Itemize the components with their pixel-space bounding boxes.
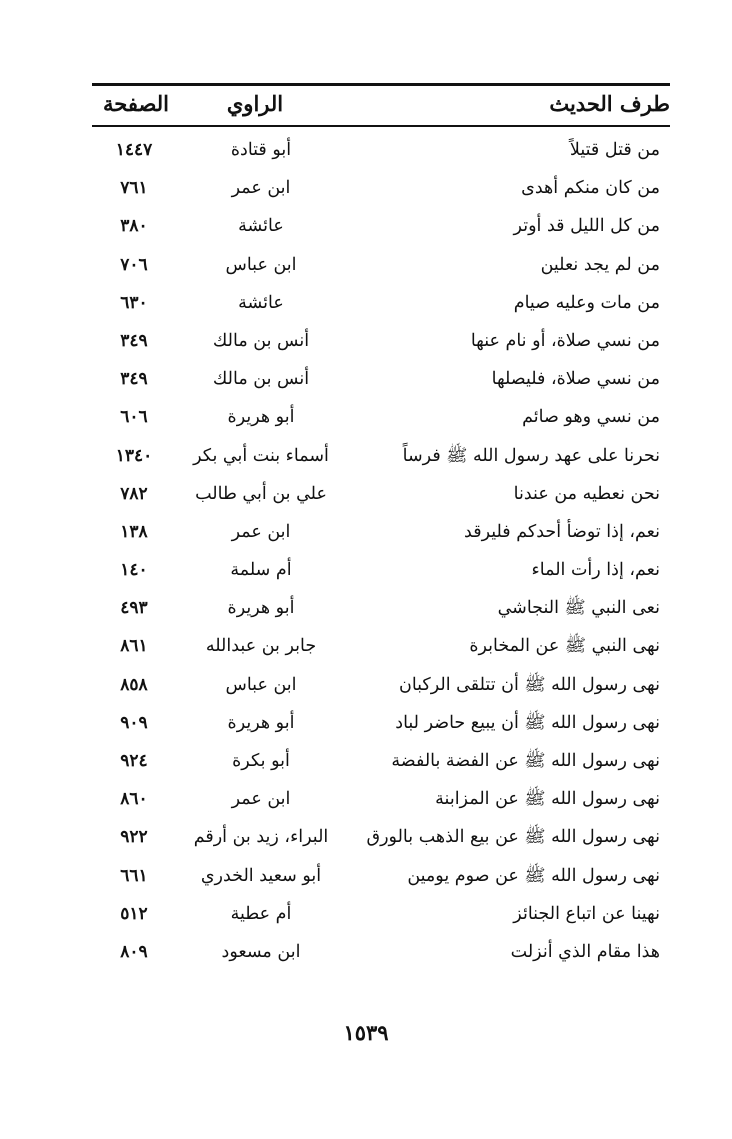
hadith-cell: من كان منكم أهدى	[521, 178, 660, 199]
page-cell: ١٤٠	[120, 560, 148, 581]
page-cell: ٣٨٠	[120, 216, 148, 237]
hadith-cell: من نسي صلاة، أو نام عنها	[470, 330, 660, 351]
hadith-cell: من قتل قتيلاً	[569, 140, 660, 160]
page-cell: ٨٦١	[120, 636, 148, 657]
header-narrator: الراوي	[226, 91, 284, 116]
table-row	[92, 246, 670, 284]
hadith-cell: من مات وعليه صيام	[513, 292, 660, 313]
hadith-cell: نهى رسول الله ﷺ عن الفضة بالفضة	[391, 751, 660, 771]
page-cell: ٧٠٦	[120, 254, 148, 275]
narrator-cell: عائشة	[238, 216, 284, 237]
table-row	[92, 704, 670, 742]
header-page: الصفحة	[103, 91, 169, 116]
page-cell: ٨٦٠	[120, 789, 148, 810]
page-cell: ١٣٨	[120, 521, 148, 542]
table-row	[92, 666, 670, 704]
table-row	[92, 169, 670, 207]
page-cell: ١٤٤٧	[115, 140, 153, 160]
hadith-cell: نحن نعطيه من عندنا	[513, 483, 660, 504]
narrator-cell: أبو هريرة	[227, 598, 295, 619]
hadith-cell: نحرنا على عهد رسول الله ﷺ فرساً	[402, 445, 660, 466]
table-row	[92, 857, 670, 895]
hadith-cell: نهى رسول الله ﷺ أن يبيع حاضر لباد	[395, 712, 660, 733]
page-cell: ٩٠٩	[120, 712, 148, 733]
narrator-cell: ابن عباس	[225, 674, 297, 695]
hadith-cell: هذا مقام الذي أنزلت	[510, 941, 660, 962]
hadith-cell: من نسي وهو صائم	[522, 407, 660, 428]
table-row	[92, 627, 670, 665]
narrator-cell: أسماء بنت أبي بكر	[193, 445, 329, 466]
table-top-rule	[92, 83, 670, 86]
table-row	[92, 513, 670, 551]
page-cell: ٧٦١	[120, 178, 148, 199]
narrator-cell: أبو هريرة	[227, 712, 295, 733]
hadith-cell: نعم، إذا توضأ أحدكم فليرقد	[464, 521, 660, 542]
hadith-cell: من لم يجد نعلين	[540, 254, 660, 275]
narrator-cell: أبو سعيد الخدري	[200, 865, 322, 886]
page-cell: ٤٩٣	[120, 598, 148, 619]
narrator-cell: ابن مسعود	[221, 941, 301, 962]
narrator-cell: أم سلمة	[230, 560, 292, 581]
page-cell: ٩٢٤	[120, 751, 148, 771]
narrator-cell: أبو بكرة	[232, 751, 290, 771]
header-bottom-rule	[92, 125, 670, 127]
table-row	[92, 475, 670, 513]
table-row	[92, 551, 670, 589]
narrator-cell: البراء، زيد بن أرقم	[193, 827, 329, 848]
index-table	[92, 131, 670, 971]
hadith-cell: نهينا عن اتباع الجنائز	[513, 903, 660, 924]
table-row	[92, 742, 670, 780]
table-row	[92, 131, 670, 169]
page-cell: ٩٢٢	[120, 827, 148, 848]
table-row	[92, 780, 670, 818]
page-cell: ٨٠٩	[120, 941, 148, 962]
table-row	[92, 818, 670, 856]
page-cell: ٧٨٢	[120, 483, 148, 504]
table-row	[92, 322, 670, 360]
header-hadith: طرف الحديث	[549, 91, 670, 116]
table-row	[92, 360, 670, 398]
narrator-cell: عائشة	[238, 292, 284, 313]
narrator-cell: أبو هريرة	[227, 407, 295, 428]
table-row	[92, 437, 670, 475]
table-row	[92, 398, 670, 436]
page-number: ١٥٣٩	[343, 1020, 389, 1045]
hadith-cell: نهى رسول الله ﷺ أن تتلقى الركبان	[398, 674, 660, 695]
narrator-cell: أنس بن مالك	[212, 369, 310, 390]
hadith-cell: من كل الليل قد أوتر	[513, 216, 660, 237]
narrator-cell: علي بن أبي طالب	[195, 483, 327, 504]
hadith-cell: نعم، إذا رأت الماء	[531, 560, 660, 581]
table-row	[92, 589, 670, 627]
table-row	[92, 207, 670, 245]
page-cell: ١٣٤٠	[115, 445, 153, 466]
page-cell: ٨٥٨	[120, 674, 148, 695]
page-cell: ٣٤٩	[120, 330, 148, 351]
hadith-cell: من نسي صلاة، فليصلها	[491, 369, 660, 390]
page-cell: ٦٦١	[120, 865, 148, 886]
hadith-cell: نهى النبي ﷺ عن المخابرة	[469, 636, 660, 657]
hadith-cell: نهى رسول الله ﷺ عن بيع الذهب بالورق	[366, 827, 660, 848]
hadith-cell: نعى النبي ﷺ النجاشي	[497, 598, 660, 619]
page-cell: ٣٤٩	[120, 369, 148, 390]
narrator-cell: أبو قتادة	[230, 140, 292, 160]
narrator-cell: ابن عمر	[231, 178, 291, 199]
narrator-cell: ابن عمر	[231, 521, 291, 542]
hadith-cell: نهى رسول الله ﷺ عن المزابنة	[435, 789, 660, 810]
table-row	[92, 933, 670, 971]
page-cell: ٥١٢	[120, 903, 148, 924]
narrator-cell: ابن عمر	[231, 789, 291, 810]
page-cell: ٦٣٠	[120, 292, 148, 313]
narrator-cell: أم عطية	[230, 903, 292, 924]
page-cell: ٦٠٦	[120, 407, 148, 428]
narrator-cell: ابن عباس	[225, 254, 297, 275]
hadith-cell: نهى رسول الله ﷺ عن صوم يومين	[407, 865, 660, 886]
table-row	[92, 895, 670, 933]
narrator-cell: أنس بن مالك	[212, 330, 310, 351]
narrator-cell: جابر بن عبدالله	[205, 636, 317, 657]
table-row	[92, 284, 670, 322]
